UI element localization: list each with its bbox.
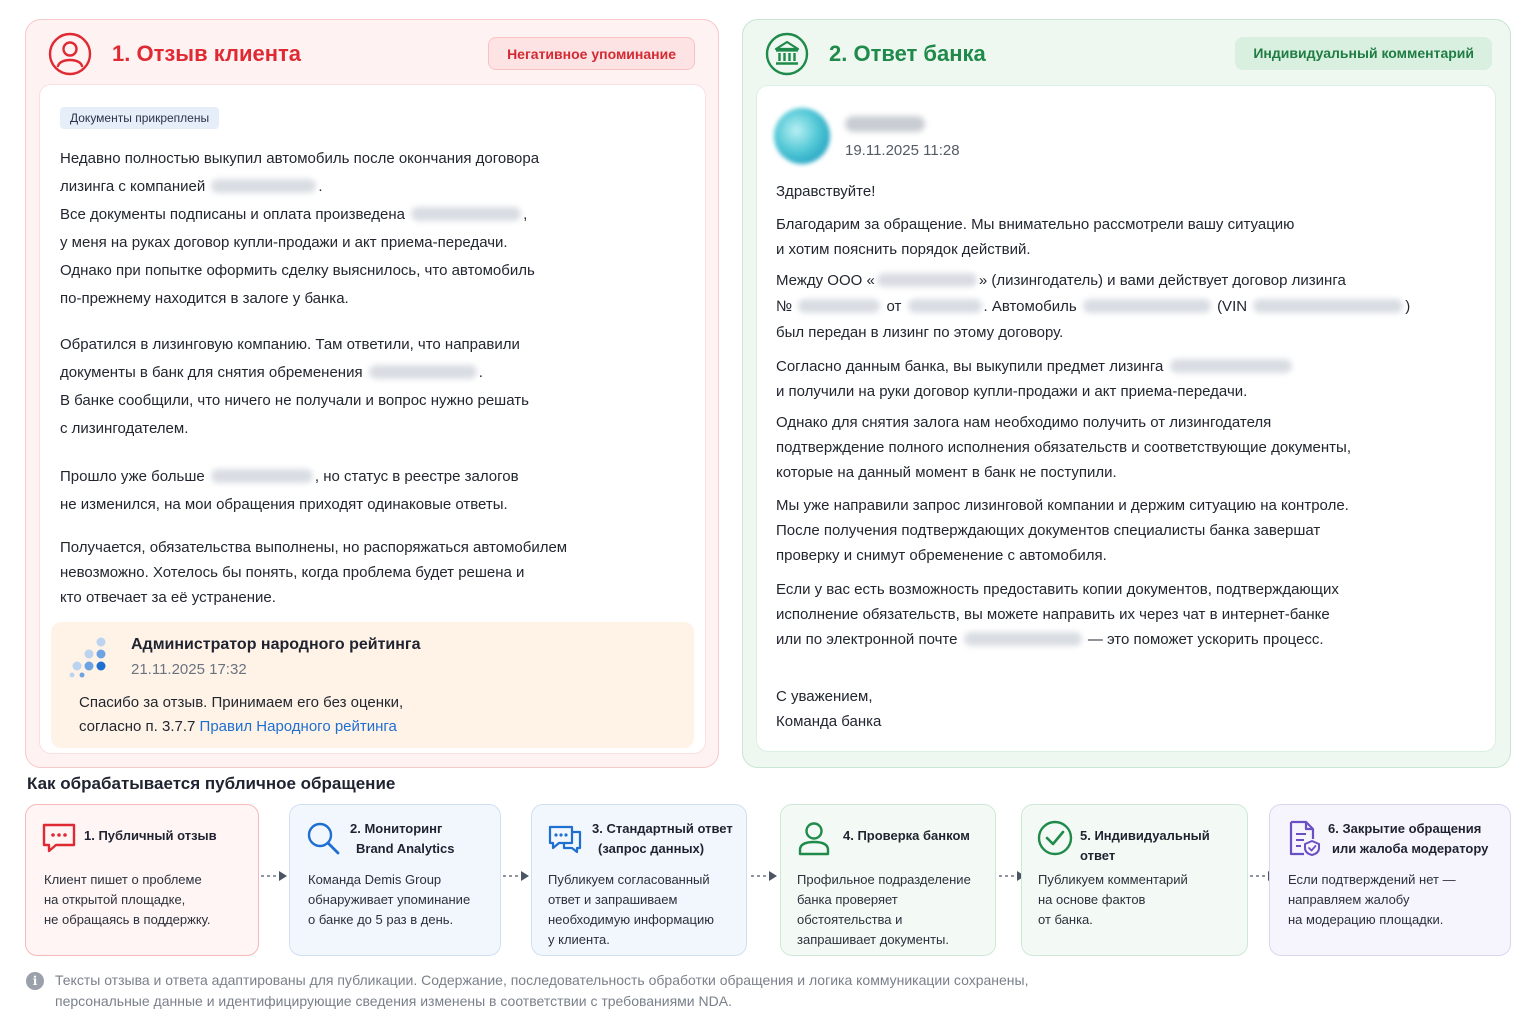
bank-header bbox=[743, 20, 1510, 86]
chat-alert-icon bbox=[40, 819, 78, 857]
bank-line: и получили на руки договор купли-продажи и акт приема-передачи. bbox=[776, 383, 1248, 400]
review-line: невозможно. Хотелось бы понять, когда проблема будет решена и bbox=[60, 564, 525, 581]
bank-line: Если у вас есть возможность предоставить копии документов, подтверждающих bbox=[776, 581, 1339, 598]
signature-line: С уважением, bbox=[776, 688, 873, 705]
review-line: Обратился в лизинговую компанию. Там ответили, что направили bbox=[60, 336, 520, 353]
negative-mention-badge: Негативное упоминание bbox=[488, 37, 695, 70]
review-line: по-прежнему находится в залоге у банка. bbox=[60, 290, 349, 307]
rating-rules-link[interactable]: Правил Народного рейтинга bbox=[199, 718, 397, 735]
admin-message-line: Спасибо за отзыв. Принимаем его без оценки, bbox=[79, 694, 404, 711]
bank-line: Согласно данным банка, вы выкупили предмет лизинга bbox=[776, 354, 1294, 379]
bank-line: был передан в лизинг по этому договору. bbox=[776, 324, 1064, 341]
bank-line: и хотим пояснить порядок действий. bbox=[776, 241, 1031, 258]
step-title: 5. Индивидуальный ответ bbox=[1080, 828, 1210, 863]
step-description: Публикуем согласованный ответ и запрашиваем необходимую информацию у клиента. bbox=[548, 872, 714, 947]
bank-building-icon bbox=[765, 32, 809, 76]
client-review-panel bbox=[25, 19, 719, 768]
bank-paragraph-6 bbox=[776, 577, 1339, 652]
process-step-5 bbox=[1021, 804, 1248, 956]
bank-paragraph-5 bbox=[776, 493, 1349, 568]
flow-arrow bbox=[750, 870, 778, 882]
process-step-6 bbox=[1269, 804, 1511, 956]
review-line: Получается, обязательства выполнены, но распоряжаться автомобилем bbox=[60, 539, 568, 556]
bank-line: Благодарим за обращение. Мы внимательно рассмотрели вашу ситуацию bbox=[776, 216, 1295, 233]
review-line: кто отвечает за её устранение. bbox=[60, 589, 276, 606]
document-check-icon bbox=[1284, 819, 1322, 857]
bank-title: 2. Ответ банка bbox=[829, 41, 986, 66]
process-step-4 bbox=[780, 804, 996, 956]
step-description: Публикуем комментарий на основе фактов от банка. bbox=[1038, 872, 1188, 927]
step-title: 2. Мониторинг Brand Analytics bbox=[350, 821, 455, 856]
review-line: Недавно полностью выкупил автомобиль после окончания договора bbox=[60, 150, 540, 167]
bank-avatar bbox=[774, 108, 830, 164]
bank-line: исполнение обязательств, вы можете направить их через чат в интернет-банке bbox=[776, 606, 1330, 623]
review-title: 1. Отзыв клиента bbox=[112, 41, 302, 66]
admin-date: 21.11.2025 17:32 bbox=[131, 661, 247, 678]
review-line: Прошло уже больше , но статус в реестре залогов bbox=[60, 468, 519, 485]
bank-line: Между ООО « » (лизингодатель) и вами действует договор лизинга bbox=[776, 272, 1346, 289]
process-step-2 bbox=[289, 804, 501, 956]
review-header bbox=[26, 20, 718, 86]
bank-line: Мы уже направили запрос лизинговой компании и держим ситуацию на контроле. bbox=[776, 497, 1349, 514]
bank-signature bbox=[776, 684, 881, 734]
review-line: с лизингодателем. bbox=[60, 420, 189, 437]
bank-paragraph-2 bbox=[776, 268, 1410, 346]
step-title: 1. Публичный отзыв bbox=[84, 828, 217, 843]
user-icon bbox=[795, 819, 833, 857]
bank-card bbox=[756, 85, 1496, 752]
review-text-block-4 bbox=[60, 535, 567, 610]
step-title: 4. Проверка банком bbox=[843, 828, 970, 843]
review-line: не изменился, на мои обращения приходят одинаковые ответы. bbox=[60, 496, 508, 513]
bank-paragraph-4 bbox=[776, 410, 1351, 485]
bank-line: которые на данный момент в банк не поступили. bbox=[776, 464, 1117, 481]
admin-reply bbox=[51, 622, 694, 748]
step-description: Клиент пишет о проблеме на открытой площадке, не обращаясь в поддержку. bbox=[44, 872, 211, 927]
step-title: 6. Закрытие обращения или жалоба модератору bbox=[1328, 821, 1489, 856]
bank-response-panel bbox=[742, 19, 1511, 768]
bank-paragraph-1 bbox=[776, 212, 1294, 262]
bank-line: Однако для снятия залога нам необходимо получить от лизингодателя bbox=[776, 414, 1272, 431]
signature-line: Команда банка bbox=[776, 713, 882, 730]
step-title: 3. Стандартный ответ (запрос данных) bbox=[592, 821, 733, 856]
review-line: Все документы подписаны и оплата произведена , bbox=[60, 206, 528, 223]
review-line: документы в банк для снятия обременения . bbox=[60, 364, 483, 381]
step-description: Если подтверждений нет — направляем жалобу на модерацию площадки. bbox=[1288, 872, 1456, 927]
bank-line: проверку и снимут обременение с автомобиля. bbox=[776, 547, 1107, 564]
check-circle-icon bbox=[1036, 819, 1074, 857]
admin-message-line: согласно п. 3.7.7 Правил Народного рейтинга bbox=[79, 718, 397, 735]
user-circle-icon bbox=[48, 32, 92, 76]
review-card bbox=[39, 84, 706, 754]
bank-paragraph-3 bbox=[776, 354, 1294, 404]
review-line: у меня на руках договор купли-продажи и акт приема-передачи. bbox=[60, 234, 508, 251]
review-line: В банке сообщили, что ничего не получали и вопрос нужно решать bbox=[60, 392, 529, 409]
bank-line: № от . Автомобиль (VIN ) bbox=[776, 298, 1411, 315]
bank-line: или по электронной почте — это поможет ускорить процесс. bbox=[776, 631, 1324, 648]
footnote-text: Тексты отзыва и ответа адаптированы для публикации. Содержание, последовательность обработки обращения и логика коммуникации сохранены, персональные данные и идентифицирующие сведения изменены в соответствии с требованиями NDA. bbox=[55, 972, 1029, 1009]
process-step-1 bbox=[25, 804, 259, 956]
bank-line: После получения подтверждающих документов специалисты банка завершат bbox=[776, 522, 1321, 539]
bank-line: подтверждение полного исполнения обязательств и соответствующие документы, bbox=[776, 439, 1351, 456]
process-section-title: Как обрабатывается публичное обращение bbox=[27, 774, 396, 793]
documents-attached-chip: Документы прикреплены bbox=[60, 107, 219, 129]
review-line: лизинга с компанией . bbox=[60, 178, 323, 195]
review-text-block-1 bbox=[60, 145, 539, 313]
bank-reply-date: 19.11.2025 11:28 bbox=[845, 142, 960, 159]
process-step-3 bbox=[531, 804, 747, 956]
admin-message bbox=[79, 691, 403, 739]
flow-arrow bbox=[502, 870, 530, 882]
individual-comment-badge: Индивидуальный комментарий bbox=[1235, 37, 1492, 70]
search-icon bbox=[304, 819, 342, 857]
review-text-block-3 bbox=[60, 463, 519, 519]
flow-arrow bbox=[260, 870, 288, 882]
review-text-block-2 bbox=[60, 331, 529, 443]
step-description: Команда Demis Group обнаруживает упоминание о банке до 5 раз в день. bbox=[308, 872, 471, 927]
review-line: Однако при попытке оформить сделку выяснилось, что автомобиль bbox=[60, 262, 535, 279]
bank-name-redacted bbox=[845, 116, 925, 132]
rating-dots-logo bbox=[66, 636, 108, 678]
info-icon: i bbox=[26, 972, 44, 990]
bank-greeting: Здравствуйте! bbox=[776, 183, 876, 200]
admin-name: Администратор народного рейтинга bbox=[131, 636, 421, 653]
step-description: Профильное подразделение банка проверяет обстоятельства и запрашивает документы. bbox=[797, 872, 971, 947]
chat-bubbles-icon bbox=[546, 819, 584, 857]
